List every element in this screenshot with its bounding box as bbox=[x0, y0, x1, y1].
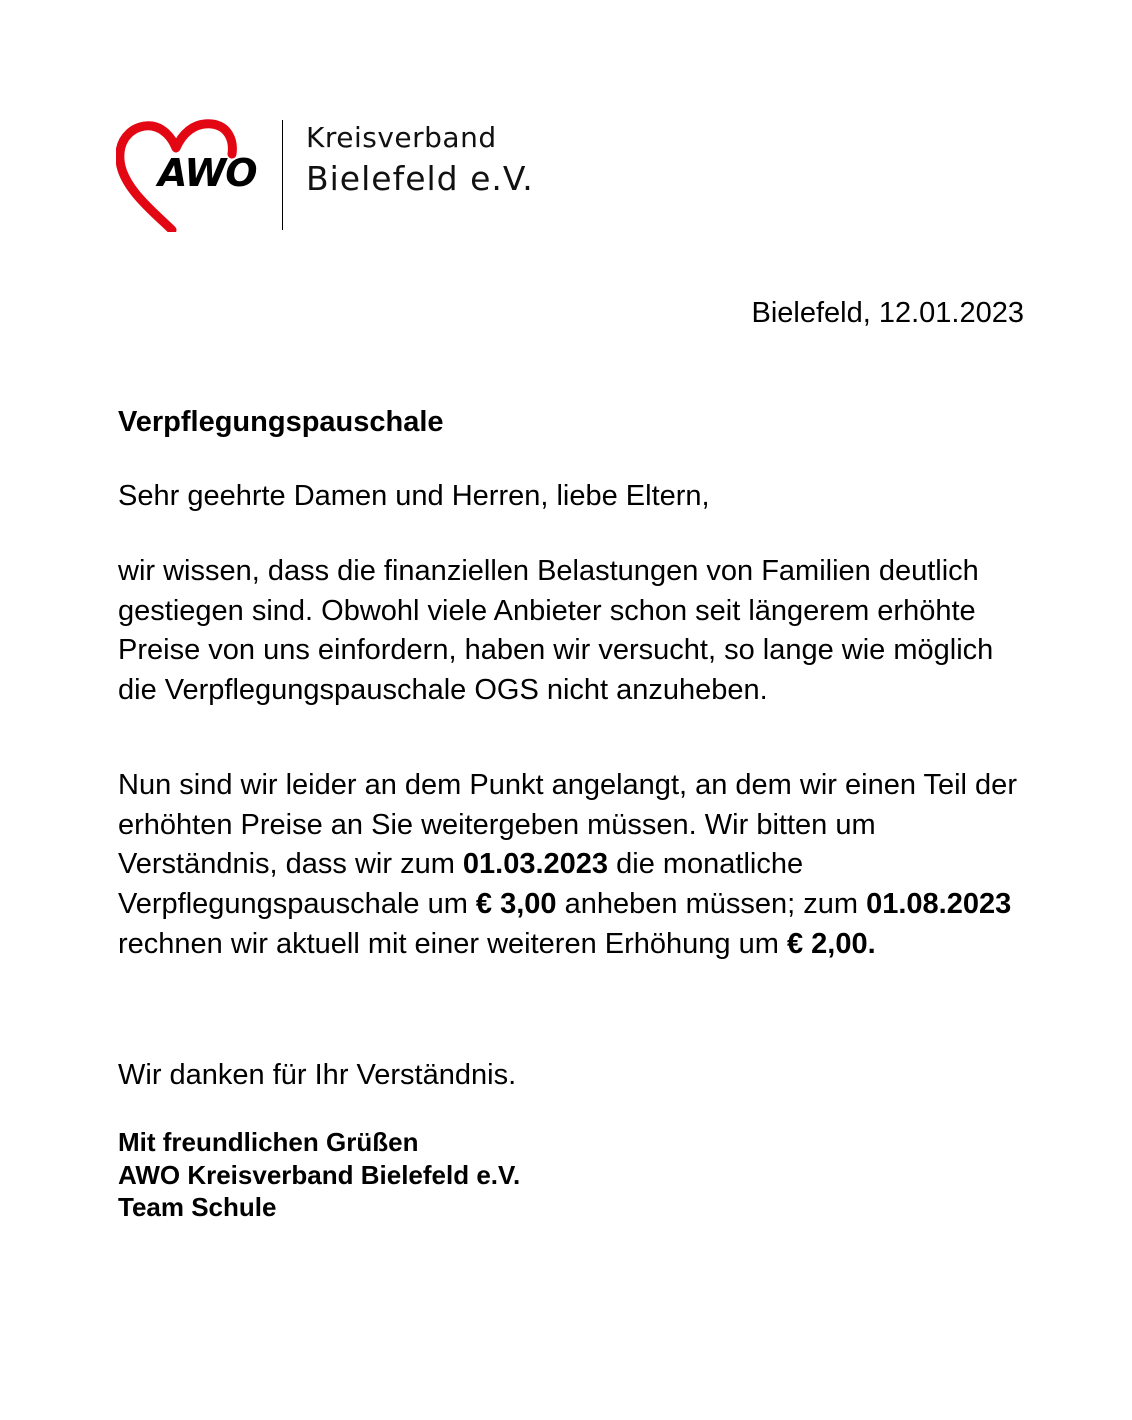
paragraph-2-text-3: anheben müssen; zum bbox=[556, 888, 867, 921]
letter-subject: Verpflegungspauschale bbox=[118, 406, 444, 438]
letter-date: Bielefeld, 12.01.2023 bbox=[751, 297, 1024, 329]
logo-org-line2: Bielefeld e.V. bbox=[306, 159, 534, 198]
awo-logo-text: AWO bbox=[158, 151, 257, 195]
awo-logo bbox=[116, 118, 536, 234]
closing-greeting: Mit freundlichen Grüßen bbox=[118, 1127, 419, 1157]
closing-organization: AWO Kreisverband Bielefeld e.V. bbox=[118, 1159, 521, 1190]
increase-amount-1: € 3,00 bbox=[475, 888, 557, 921]
paragraph-1: wir wissen, dass die finanziellen Belastungen von Familien deutlich gestiegen sind. Obwohl viele Anbieter schon seit längerem erhöhte Preise von uns einfordern, haben wir versucht, so lange wie möglich die Verpflegungspauschale OGS nicht anzuheben. bbox=[118, 555, 994, 707]
increase-amount-2: € 2,00. bbox=[786, 927, 876, 960]
closing-team: Team Schule bbox=[118, 1192, 277, 1222]
paragraph-2-text-1: Nun sind wir leider an dem Punkt angelangt, an dem wir einen Teil der erhöhten Preise an Sie weitergeben müssen. Wir bitten um Verständnis, dass wir zum bbox=[118, 769, 1017, 881]
letter-closing bbox=[118, 1126, 520, 1224]
letter-salutation: Sehr geehrte Damen und Herren, liebe Eltern, bbox=[118, 480, 710, 512]
start-date-2: 01.08.2023 bbox=[866, 888, 1012, 921]
letter-thanks: Wir danken für Ihr Verständnis. bbox=[118, 1059, 517, 1091]
paragraph-2-text-2: die monatliche Verpflegungspauschale um bbox=[118, 848, 804, 921]
logo-org-line1: Kreisverband bbox=[306, 121, 497, 154]
start-date-1: 01.03.2023 bbox=[462, 848, 609, 881]
paragraph-2-text-4: rechnen wir aktuell mit einer weiteren Erhöhung um bbox=[118, 927, 787, 960]
paragraph-2 bbox=[118, 766, 1038, 965]
logo-divider bbox=[282, 120, 283, 230]
